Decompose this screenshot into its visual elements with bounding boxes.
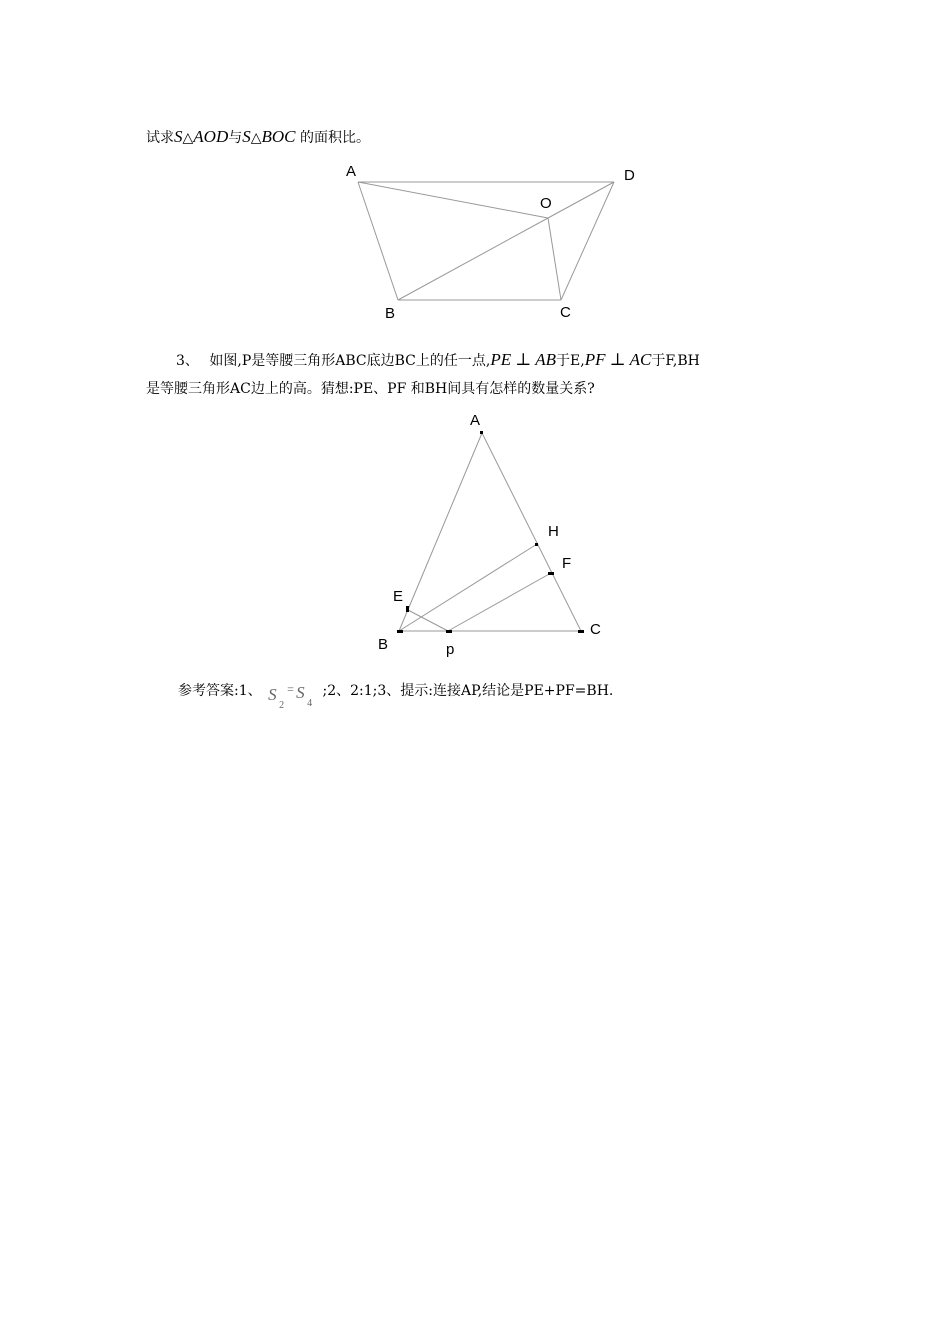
label-P-fig2: p xyxy=(446,641,455,658)
label-F-fig2: F xyxy=(562,555,572,572)
point-P-marker xyxy=(446,630,452,633)
triangle-name-2: BOC xyxy=(261,127,296,146)
label-B-fig2: B xyxy=(378,636,389,653)
point-C-marker xyxy=(578,630,584,633)
triangle-symbol-1: △ xyxy=(182,130,194,146)
segment-AC-fig2 xyxy=(482,433,581,631)
s2-equals-s4 xyxy=(266,677,318,711)
label-E-fig2: E xyxy=(393,588,404,605)
area-S2-letter: S xyxy=(268,685,277,704)
problem3-text2: 于E, xyxy=(556,353,585,369)
problem2-mid: 与 xyxy=(228,130,243,146)
segment-BH xyxy=(399,544,537,631)
label-O-fig1: O xyxy=(540,195,552,212)
segment-AB-fig2 xyxy=(399,433,482,631)
problem2-suffix: 的面积比。 xyxy=(299,130,370,146)
problem3-text1: 如图,P是等腰三角形ABC底边BC上的任一点, xyxy=(209,353,491,369)
area-symbol-2: S xyxy=(242,127,251,146)
point-B-marker xyxy=(397,630,403,633)
label-A-fig1: A xyxy=(346,163,357,180)
perp-PE-AB: PE ⊥ AB xyxy=(490,350,557,369)
point-F-marker xyxy=(548,572,554,575)
area-S4-letter: S xyxy=(296,683,305,702)
problem3-text3: 于F,BH xyxy=(651,353,700,369)
label-H-fig2: H xyxy=(548,523,559,540)
area-symbol-1: S xyxy=(174,127,183,146)
segment-PF xyxy=(448,573,551,631)
answers-rest: ;2、2:1;3、提示:连接AP,结论是PE+PF=BH. xyxy=(322,683,614,699)
problem3-line2: 是等腰三角形AC边上的高。猜想:PE、PF 和BH间具有怎样的数量关系? xyxy=(146,381,595,397)
area-S2-subscript: 2 xyxy=(279,700,285,711)
point-E-marker xyxy=(406,606,409,612)
label-B-fig1: B xyxy=(385,305,396,322)
perp-PF-AC: PF ⊥ AC xyxy=(584,350,652,369)
triangle-name-1: AOD xyxy=(193,127,229,146)
triangle-symbol-2: △ xyxy=(250,130,262,146)
answers-prefix: 参考答案:1、 xyxy=(178,683,262,699)
equals-sign: = xyxy=(287,682,294,696)
label-C-fig2: C xyxy=(590,621,601,638)
label-A-fig2: A xyxy=(470,412,481,429)
label-C-fig1: C xyxy=(560,304,571,321)
area-S4-subscript: 4 xyxy=(307,698,313,709)
label-D-fig1: D xyxy=(624,167,635,184)
answers-line xyxy=(178,677,614,711)
point-A-marker xyxy=(480,431,483,434)
problem2-prefix: 试求 xyxy=(146,130,174,146)
problem3-number: 3、 xyxy=(176,353,199,369)
point-H-marker xyxy=(535,543,538,546)
